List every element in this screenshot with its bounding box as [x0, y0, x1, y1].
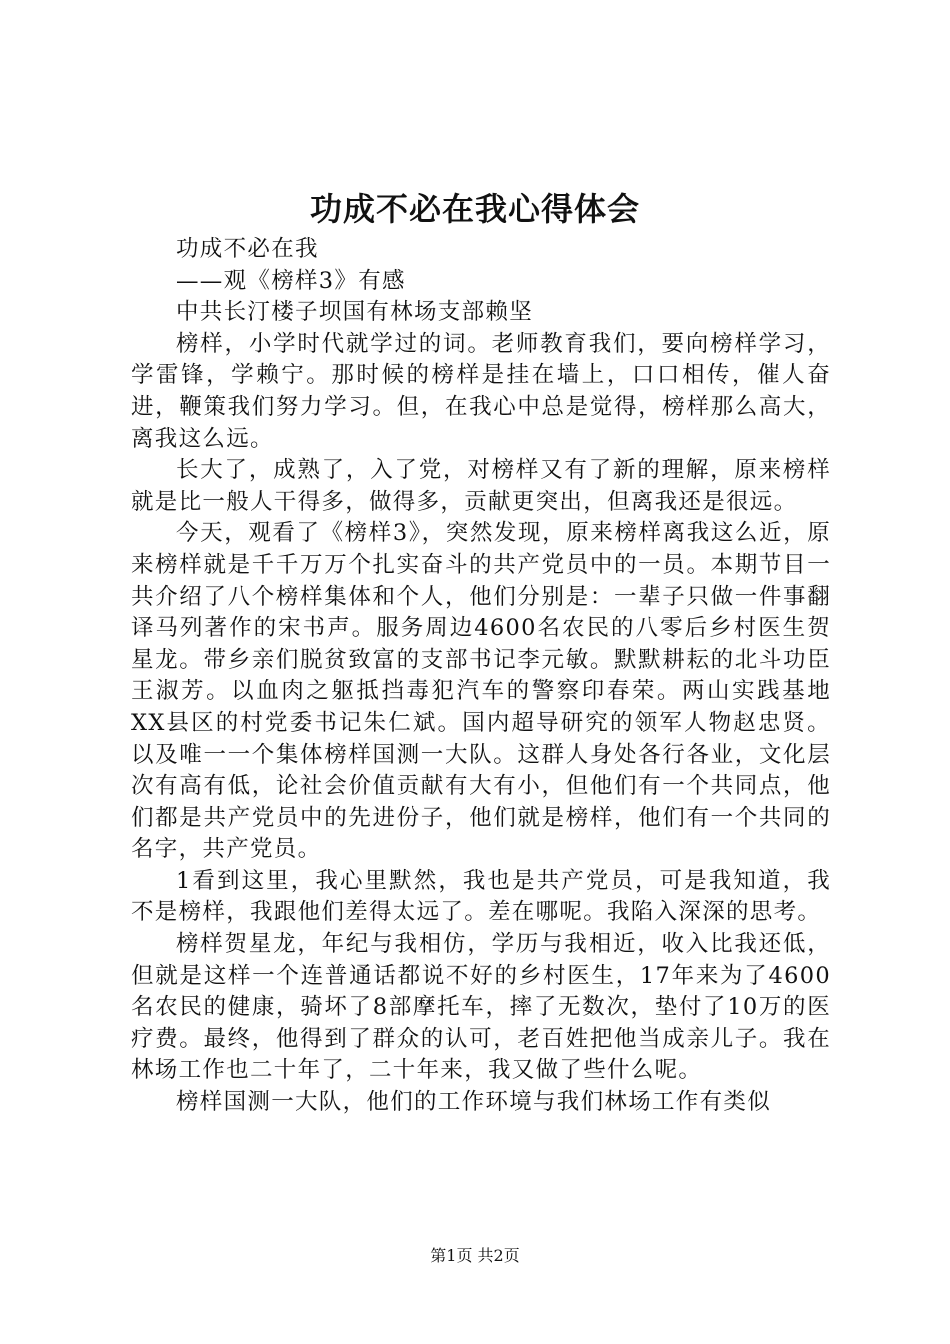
paragraph: 长大了，成熟了，入了党，对榜样又有了新的理解，原来榜样就是比一般人干得多，做得多，贡献更突出，但离我还是很远。 [131, 457, 831, 515]
author-line: 中共长汀楼子坝国有林场支部赖坚 [176, 299, 534, 326]
page-footer: 第1页 共2页 [430, 1246, 520, 1265]
paragraph: 榜样，小学时代就学过的词。老师教育我们，要向榜样学习，学雷锋，学赖宁。那时候的榜样是挂在墙上，口口相传，催人奋进，鞭策我们努力学习。但，在我心中总是觉得，榜样那么高大，离我这么远。 [131, 330, 831, 452]
paragraph: 榜样国测一大队，他们的工作环境与我们林场工作有类似 [176, 1089, 772, 1116]
subtitle: 功成不必在我 [176, 236, 319, 262]
paragraph: 榜样贺星龙，年纪与我相仿，学历与我相近，收入比我还低，但就是这样一个连普通话都说不好的乡村医生，17年来为了4600名农民的健康，骑坏了8部摩托车，摔了无数次，垫付了10万的医疗费。最终，他得到了群众的认可，老百姓把他当成亲儿子。我在林场工作也二十年了，二十年来，我又做了些什么呢。 [131, 931, 831, 1084]
document-body [131, 234, 831, 1119]
document-title: 功成不必在我心得体会 [309, 190, 640, 228]
subtitle-line: ——观《榜样3》有感 [176, 267, 406, 294]
paragraph: 今天，观看了《榜样3》，突然发现，原来榜样离我这么近，原来榜样就是千千万万个扎实奋斗的共产党员中的一员。本期节目一共介绍了八个榜样集体和个人，他们分别是：一辈子只做一件事翻译马列著作的宋书声。服务周边4600名农民的八零后乡村医生贺星龙。带乡亲们脱贫致富的支部书记李元敏。默默耕耘的北斗功臣王淑芳。以血肉之躯抵挡毒犯汽车的警察印春荣。两山实践基地XX县区的村党委书记朱仁斌。国内超导研究的领军人物赵忠贤。以及唯一一个集体榜样国测一大队。这群人身处各行各业，文化层次有高有低，论社会价值贡献有大有小，但他们有一个共同点，他们都是共产党员中的先进份子，他们就是榜样，他们有一个共同的名字，共产党员。 [131, 520, 831, 863]
paragraph: 1看到这里，我心里默然，我也是共产党员，可是我知道，我不是榜样，我跟他们差得太远了。差在哪呢。我陷入深深的思考。 [131, 867, 831, 926]
